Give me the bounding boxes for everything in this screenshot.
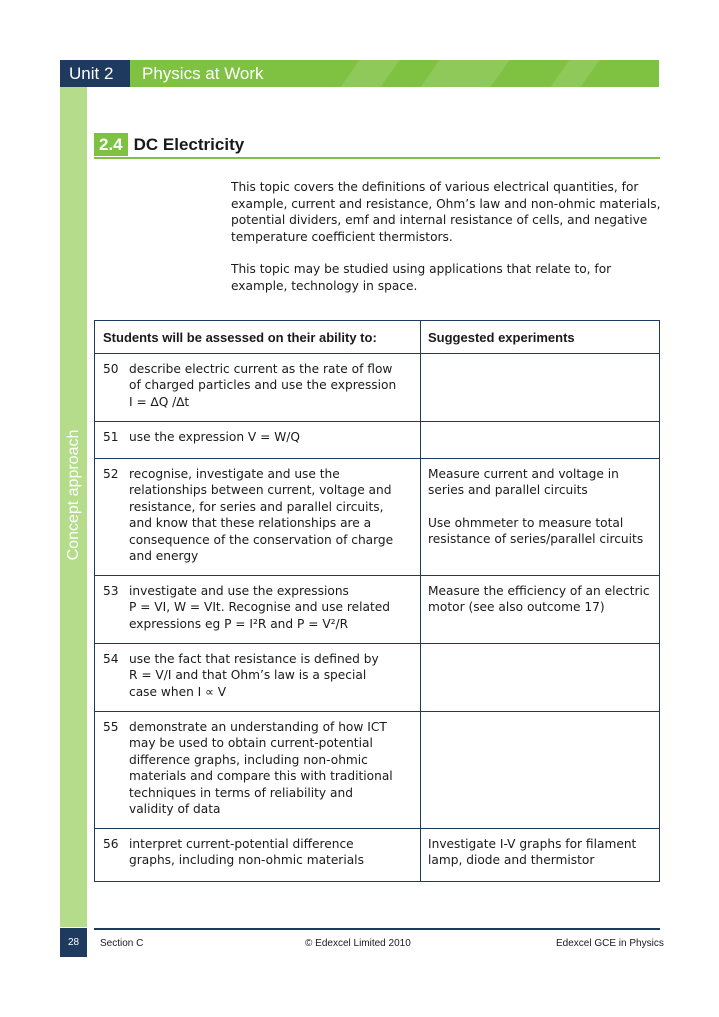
- outcome-number: 53: [103, 583, 119, 598]
- header-stripe-decoration: [551, 60, 600, 87]
- unit-header: [60, 60, 659, 87]
- outcome-item: [103, 429, 414, 446]
- outcome-text: [129, 651, 414, 701]
- table-row: [95, 575, 659, 643]
- outcome-line: difference graphs, including non-ohmic: [129, 752, 368, 767]
- intro-paragraph: This topic covers the definitions of various electrical quantities, for example, current and resistance, Ohm’s law and non-ohmic materials, potential dividers, emf and internal resistance of cells, and negative temperature coefficient thermistors.: [231, 180, 661, 244]
- unit-title-text: Physics at Work: [142, 64, 264, 83]
- experiment-text: Measure the efficiency of an electric motor (see also outcome 17): [428, 583, 650, 614]
- outcome-line: demonstrate an understanding of how ICT: [129, 719, 387, 734]
- outcome-item: [103, 466, 414, 565]
- experiment-text: Measure current and voltage in series and parallel circuits: [428, 466, 619, 497]
- experiment-text: Use ohmmeter to measure total resistance of series/parallel circuits: [428, 515, 644, 546]
- outcome-number: 54: [103, 651, 119, 666]
- table-row: [95, 353, 659, 421]
- intro-text: [231, 179, 661, 310]
- outcome-line: R = V/I and that Ohm’s law is a special: [129, 668, 367, 682]
- unit-title: [130, 60, 659, 87]
- outcome-line: consequence of the conservation of charge: [129, 532, 394, 547]
- outcome-line: resistance, for series and parallel circuits,: [129, 499, 384, 514]
- outcome-line: use the fact that resistance is defined by: [129, 651, 379, 666]
- outcome-number: 52: [103, 466, 119, 481]
- outcome-line: case when I ∝ V: [129, 684, 227, 699]
- outcome-cell: [95, 422, 421, 458]
- outcome-number: 50: [103, 361, 119, 376]
- outcome-line: relationships between current, voltage and: [129, 483, 392, 497]
- table-row: [95, 458, 659, 575]
- footer-rule: [94, 928, 660, 930]
- outcome-text: [129, 719, 414, 818]
- section-title: DC Electricity: [133, 135, 245, 154]
- outcome-line: materials and compare this with traditional: [129, 769, 393, 783]
- experiment-cell: [421, 354, 659, 421]
- outcome-line: validity of data: [129, 802, 221, 816]
- experiment-cell: [421, 576, 659, 643]
- outcome-line: I = ∆Q /∆t: [129, 394, 190, 409]
- experiment-cell: [421, 829, 659, 881]
- experiment-cell: [421, 459, 659, 575]
- table-row: [95, 421, 659, 458]
- outcome-text: [129, 466, 414, 565]
- outcome-text: [129, 583, 414, 633]
- intro-paragraph: This topic may be studied using applications that relate to, for example, technology in space.: [231, 262, 612, 293]
- outcome-line: and know that these relationships are a: [129, 516, 372, 530]
- outcome-number: 51: [103, 429, 119, 444]
- experiment-cell: [421, 712, 659, 828]
- table-row: [95, 711, 659, 828]
- table-row: [95, 643, 659, 711]
- outcome-item: [103, 836, 414, 869]
- outcome-line: use the expression V = W/Q: [129, 429, 300, 444]
- outcome-line: interpret current-potential difference: [129, 836, 354, 851]
- outcome-cell: [95, 354, 421, 421]
- outcome-cell: [95, 829, 421, 881]
- outcome-text: [129, 429, 414, 446]
- outcome-text: [129, 836, 414, 869]
- unit-label: Unit 2: [60, 60, 130, 87]
- footer-publication: Edexcel GCE in Physics: [556, 938, 664, 949]
- outcomes-table: [94, 320, 660, 882]
- outcome-item: [103, 651, 414, 701]
- sidebar-label-text: Concept approach: [64, 429, 82, 561]
- table-header-row: [95, 321, 659, 353]
- experiment-cell: [421, 644, 659, 711]
- outcome-item: [103, 719, 414, 818]
- experiment-cell: [421, 422, 659, 458]
- column-header-assessment: Students will be assessed on their ability to:: [95, 321, 421, 353]
- experiment-text: Investigate I-V graphs for filament lamp, diode and thermistor: [428, 836, 637, 867]
- outcome-cell: [95, 644, 421, 711]
- outcome-item: [103, 361, 414, 411]
- outcome-line: investigate and use the expressions: [129, 583, 349, 598]
- table-row: [95, 828, 659, 881]
- page-number: 28: [60, 928, 87, 957]
- section-heading: [94, 133, 660, 159]
- outcome-number: 56: [103, 836, 119, 851]
- outcome-line: techniques in terms of reliability and: [129, 785, 353, 800]
- outcome-line: of charged particles and use the expression: [129, 378, 397, 392]
- footer-section: Section C: [100, 938, 144, 949]
- header-stripe-decoration: [341, 60, 400, 87]
- outcome-line: expressions eg P = I²R and P = V²/R: [129, 616, 349, 631]
- column-header-experiments: Suggested experiments: [428, 330, 575, 345]
- outcome-item: [103, 583, 414, 633]
- outcome-cell: [95, 712, 421, 828]
- sidebar-label: [60, 420, 87, 570]
- outcome-cell: [95, 576, 421, 643]
- outcome-cell: [95, 459, 421, 575]
- footer-copyright: © Edexcel Limited 2010: [305, 938, 411, 949]
- outcome-text: [129, 361, 414, 411]
- header-stripe-decoration: [421, 60, 510, 87]
- outcome-number: 55: [103, 719, 119, 734]
- outcome-line: and energy: [129, 549, 199, 563]
- outcome-line: P = VI, W = VIt. Recognise and use related: [129, 600, 390, 614]
- outcome-line: describe electric current as the rate of flow: [129, 361, 393, 376]
- outcome-line: may be used to obtain current-potential: [129, 736, 373, 750]
- outcome-line: recognise, investigate and use the: [129, 466, 340, 481]
- outcome-line: graphs, including non-ohmic materials: [129, 853, 364, 867]
- section-number: 2.4: [94, 133, 128, 156]
